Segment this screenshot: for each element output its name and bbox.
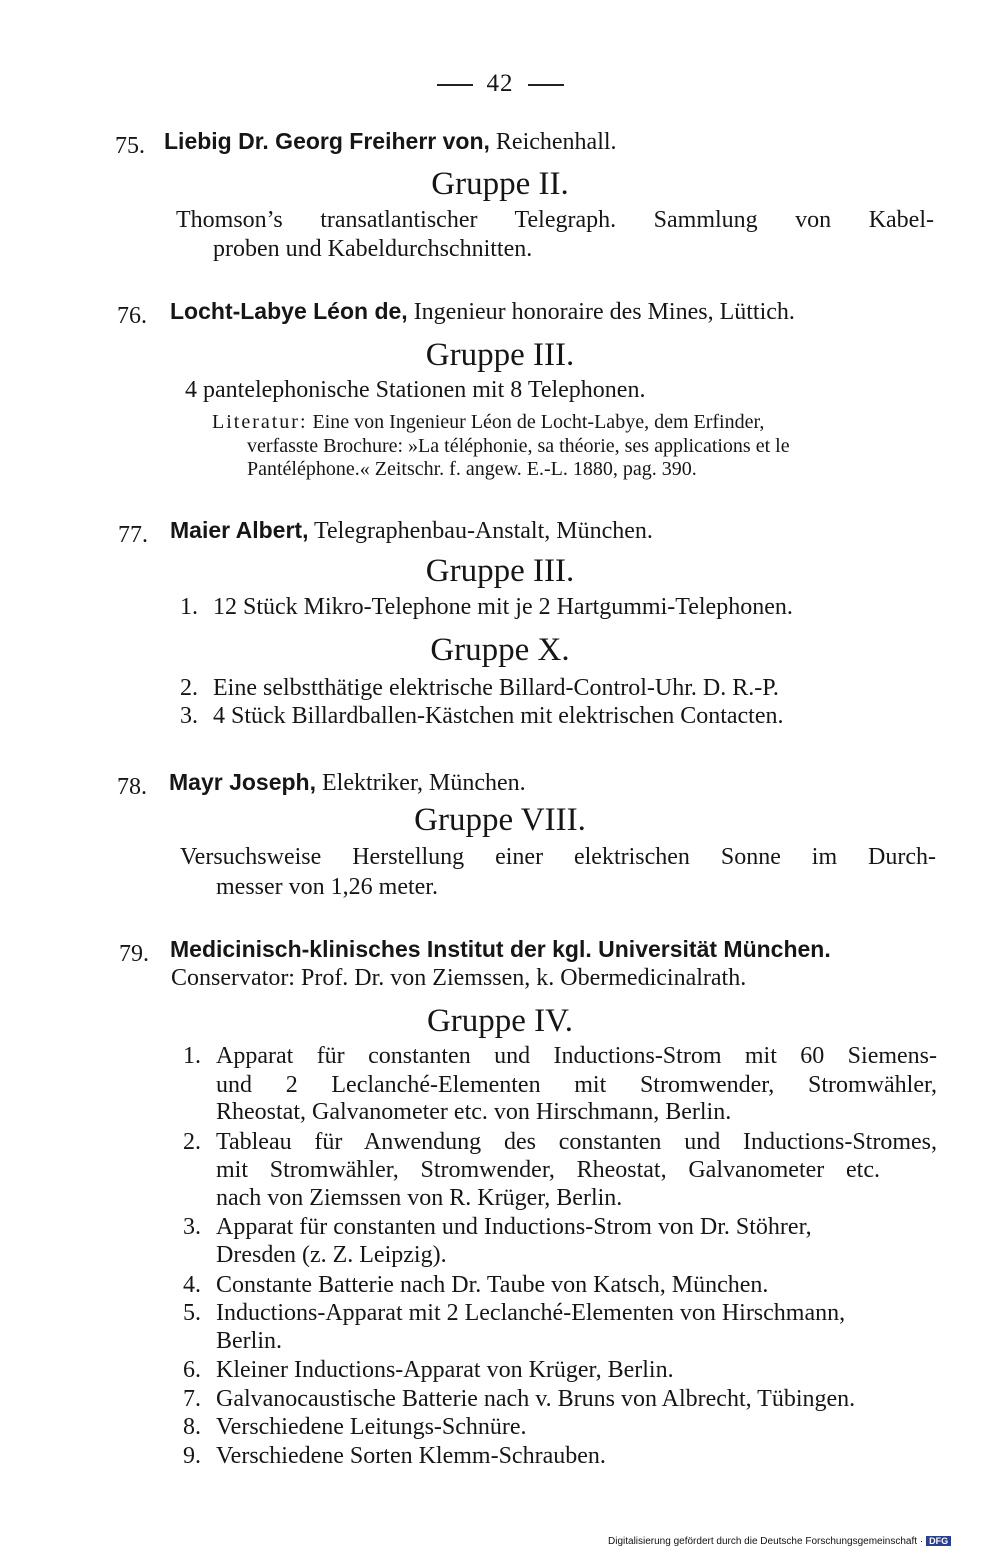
entry-heading [170, 515, 653, 546]
literature-line: Pantéléphone.« Zeitschr. f. angew. E.-L. 1880, pag. 390. [247, 458, 697, 480]
item-text: Rheostat, Galvanometer etc. von Hirschmann, Berlin. [216, 1099, 732, 1125]
exhibitor-location: Telegraphenbau-Anstalt, München. [308, 518, 653, 544]
exhibitor-name: Maier Albert, [170, 517, 309, 543]
item-number: 1. [183, 1043, 201, 1069]
exhibitor-name: Mayr Joseph, [169, 769, 316, 795]
group-heading: Gruppe II. [431, 166, 569, 202]
literature-line: verfasste Brochure: »La téléphonie, sa théorie, ses applications et le [247, 435, 790, 457]
item-number: 4. [183, 1272, 201, 1298]
group-heading: Gruppe X. [430, 632, 570, 668]
exhibitor-location: Reichenhall. [489, 129, 617, 155]
dash-left [437, 84, 473, 86]
entry-heading [164, 126, 617, 157]
item-text: Eine selbstthätige elektrische Billard-Control-Uhr. D. R.-P. [213, 675, 779, 701]
item-text: Constante Batterie nach Dr. Taube von Katsch, München. [216, 1272, 769, 1298]
group-heading: Gruppe III. [425, 337, 575, 373]
item-text: Kleiner Inductions-Apparat von Krüger, Berlin. [216, 1357, 674, 1383]
item-text: Berlin. [216, 1328, 282, 1354]
literature-label: Literatur: [212, 411, 308, 433]
entry-number: 78. [117, 774, 147, 800]
item-number: 8. [183, 1414, 201, 1440]
entry-number: 75. [115, 133, 145, 159]
entry-number: 77. [118, 522, 148, 548]
exhibitor-location: Ingenieur honoraire des Mines, Lüttich. [407, 299, 795, 325]
exhibitor-name: Liebig Dr. Georg Freiherr von, [164, 128, 490, 154]
footer-text: Digitalisierung gefördert durch die Deutsche Forschungsgemeinschaft [608, 1536, 918, 1547]
entry-subline: Conservator: Prof. Dr. von Ziemssen, k. Obermedicinalrath. [171, 965, 747, 991]
entry-number: 76. [117, 303, 147, 329]
item-number: 5. [183, 1300, 201, 1326]
item-text: und 2 Leclanché-Elementen mit Stromwender, Stromwähler, [216, 1072, 937, 1098]
group-text: Thomson’s transatlantischer Telegraph. Sammlung von Kabel- [176, 207, 934, 233]
group-text: proben und Kabeldurchschnitten. [213, 236, 533, 262]
item-text: Tableau für Anwendung des constanten und Inductions-Stromes, [216, 1129, 937, 1155]
group-text: 4 pantelephonische Stationen mit 8 Telephonen. [185, 377, 646, 403]
exhibitor-name: Locht-Labye Léon de, [170, 298, 408, 324]
entry-number: 79. [119, 941, 149, 967]
dash-right [528, 84, 564, 86]
item-number: 9. [183, 1443, 201, 1469]
item-text: 12 Stück Mikro-Telephone mit je 2 Hartgummi-Telephonen. [213, 594, 793, 620]
item-text: 4 Stück Billardballen-Kästchen mit elektrischen Contacten. [213, 703, 784, 729]
group-heading: Gruppe III. [425, 553, 575, 589]
list-item [180, 592, 198, 622]
item-number: 3. [183, 1214, 201, 1240]
item-text: Verschiedene Sorten Klemm-Schrauben. [216, 1443, 606, 1469]
entry-heading [170, 296, 795, 327]
item-text: Inductions-Apparat mit 2 Leclanché-Elementen von Hirschmann, [216, 1300, 846, 1326]
group-text: messer von 1,26 meter. [216, 874, 438, 900]
exhibitor-name: Medicinisch-klinisches Institut der kgl. Universität München. [170, 936, 831, 962]
group-heading: Gruppe VIII. [414, 802, 586, 838]
page-number: 42 [0, 70, 1000, 98]
exhibitor-location: Elektriker, München. [316, 770, 526, 796]
dfg-logo: DFG [926, 1536, 951, 1546]
item-text: nach von Ziemssen von R. Krüger, Berlin. [216, 1185, 623, 1211]
entry-heading [169, 767, 526, 798]
literature-line: Literatur: Eine von Ingenieur Léon de Locht-Labye, dem Erfinder, [212, 411, 765, 433]
item-text: Verschiedene Leitungs-Schnüre. [216, 1414, 527, 1440]
item-number: 2. [180, 675, 198, 701]
digitization-footer: Digitalisierung gefördert durch die Deutsche Forschungsgemeinschaft · DFG [608, 1536, 951, 1547]
item-text: Galvanocaustische Batterie nach v. Bruns von Albrecht, Tübingen. [216, 1386, 856, 1412]
group-heading: Gruppe IV. [426, 1003, 574, 1039]
group-text: Versuchsweise Herstellung einer elektrischen Sonne im Durch- [180, 844, 936, 870]
item-text: Apparat für constanten und Inductions-Strom mit 60 Siemens- [216, 1043, 937, 1069]
item-text: Apparat für constanten und Inductions-Strom von Dr. Stöhrer, [216, 1214, 812, 1240]
item-number: 6. [183, 1357, 201, 1383]
item-text: mit Stromwähler, Stromwender, Rheostat, Galvanometer etc. [216, 1157, 880, 1183]
item-number: 2. [183, 1129, 201, 1155]
item-number: 1. [180, 594, 198, 620]
item-text: Dresden (z. Z. Leipzig). [216, 1242, 447, 1268]
item-number: 7. [183, 1386, 201, 1412]
entry-heading [170, 934, 831, 965]
item-number: 3. [180, 703, 198, 729]
